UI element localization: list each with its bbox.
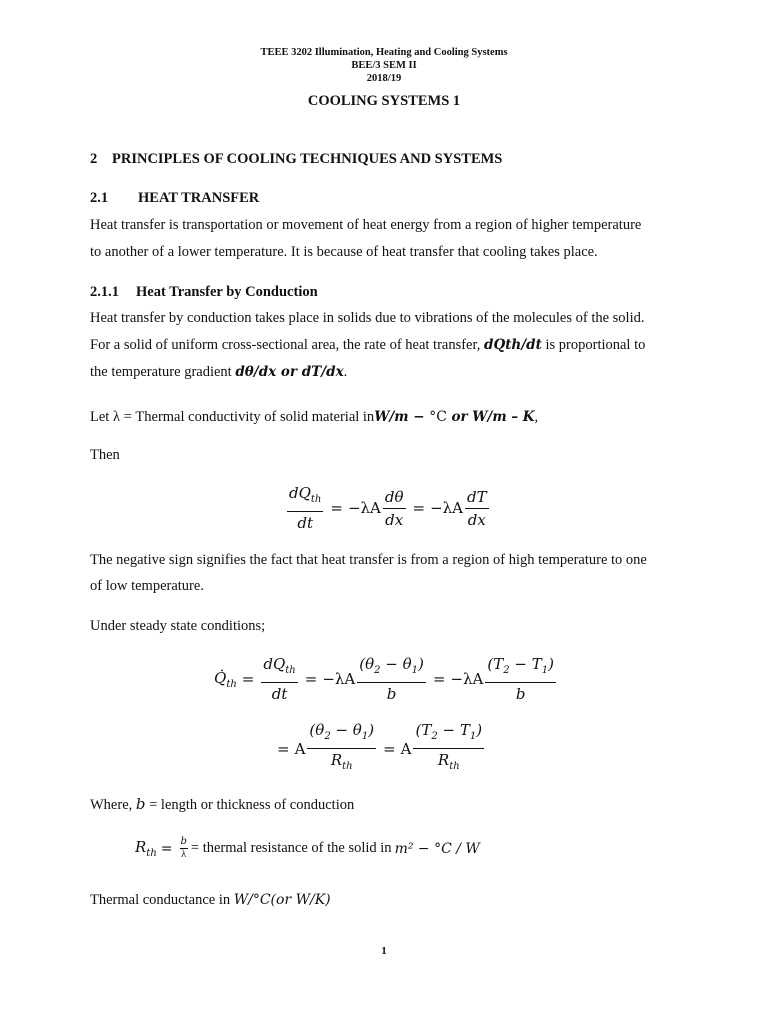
conductance-units: W/°C(or W/K) [233, 892, 331, 908]
dt-dx-fraction: $\frac{dT}{dx}$ [467, 487, 487, 529]
course-header: TEEE 3202 Illumination, Heating and Cooling Systems [260, 47, 508, 58]
theta-rth-fraction: $\frac{(\theta_2 - \theta_1)}{R_{th}}$ [309, 721, 375, 772]
rate-expression: dQth/dt [484, 337, 542, 353]
dq-dt-fraction-2: $\frac{dQ_{th}}{dt}$ [263, 655, 296, 703]
section-2-heading [90, 151, 502, 168]
b-symbol: b [135, 795, 146, 813]
thermal-conductance-line [90, 892, 331, 909]
section-2-1-1-heading [90, 284, 318, 301]
section-2-1-1-title: Heat Transfer by Conduction [136, 284, 318, 300]
let-lambda-text: Let λ = Thermal conductivity of solid material in [90, 409, 375, 425]
conductance-text: Thermal conductance in [90, 892, 234, 908]
conduction-line3-text: the temperature gradient [90, 364, 236, 380]
gradient-expression: dθ/dx or dT/dx [235, 364, 344, 380]
heat-transfer-para-line2: to another of a lower temperature. It is because of heat transfer that cooling takes place. [90, 244, 598, 260]
negative-sign-line2: of low temperature. [90, 578, 204, 594]
steady-state-text: Under steady state conditions; [90, 618, 266, 634]
let-lambda-end: , [534, 409, 539, 425]
dq-dt-fraction: $\frac{dQ_{th}}{dt}$ [289, 484, 322, 532]
document-title: COOLING SYSTEMS 1 [307, 93, 461, 109]
where-b-definition: = length or thickness of conduction [145, 797, 355, 813]
rth-definition-line: $R_{th}$ = $\frac{b}{\lambda}$ = thermal resistance of the solid in m² − °C / W [135, 836, 480, 860]
class-header: BEE/3 SEM II [351, 60, 417, 71]
t-diff-fraction: $\frac{(T_2 - T_1)}{b}$ [487, 655, 554, 703]
conduction-line2-text: For a solid of uniform cross-sectional area, the rate of heat transfer, [90, 337, 484, 353]
rth-symbol: $R_{th}$ [135, 838, 157, 859]
lambda-units-degc: °C [429, 409, 452, 425]
conduction-line3-end: . [343, 364, 348, 380]
t-rth-fraction: $\frac{(T_2 - T_1)}{R_{th}}$ [415, 721, 483, 772]
section-2-1-heading [90, 190, 259, 207]
rth-units: m² − °C / W [394, 840, 480, 857]
where-text: Where, [90, 797, 136, 813]
conduction-line1: Heat transfer by conduction takes place in solids due to vibrations of the molecules of the solid. [90, 310, 645, 326]
lambda-units-2: or W/m – K [451, 409, 535, 425]
b-over-lambda-fraction: $\frac{b}{\lambda}$ [180, 836, 187, 860]
let-lambda-line [90, 409, 538, 426]
conduction-line3 [90, 364, 347, 381]
page-number: 1 [381, 945, 387, 957]
thermal-resistance-equation: = A $\frac{(\theta_2 - \theta_1)}{R_{th}}$ = A $\frac{(T_2 - T_1)}{R_{th}}$ [272, 721, 486, 776]
conduction-line2 [90, 337, 645, 354]
negative-sign-line1: The negative sign signifies the fact that heat transfer is from a region of high temperature to one [90, 552, 647, 568]
lambda-units-1: W/m − [374, 409, 430, 425]
year-header: 2018/19 [366, 73, 402, 84]
section-2-1-1-number: 2.1.1 [90, 284, 119, 300]
conduction-equation: $\frac{dQ_{th}}{dt}$ = −λA $\frac{d\theta}{dx}$ = −λA $\frac{dT}{dx}$ [289, 484, 487, 532]
heat-transfer-para-line1: Heat transfer is transportation or movement of heat energy from a region of higher temperature [90, 217, 642, 233]
steady-state-equation: $Q̇_{th}$ = $\frac{dQ_{th}}{dt}$ = −λA $\frac{(\theta_2 - \theta_1)}{b}$ = −λA $\frac{(T_2 - T_1)}{b}$ [214, 655, 554, 703]
rth-definition-text: = thermal resistance of the solid in [190, 840, 392, 856]
section-2-title: PRINCIPLES OF COOLING TECHNIQUES AND SYSTEMS [112, 151, 503, 167]
section-2-number: 2 [90, 151, 98, 167]
where-b-line [90, 795, 354, 814]
section-2-1-number: 2.1 [90, 190, 109, 206]
section-2-1-title: HEAT TRANSFER [138, 190, 260, 206]
conduction-line2-end: is proportional to [541, 337, 646, 353]
theta-diff-fraction: $\frac{(\theta_2 - \theta_1)}{b}$ [359, 655, 424, 703]
then-text: Then [90, 447, 120, 463]
dtheta-dx-fraction: $\frac{d\theta}{dx}$ [384, 487, 404, 529]
